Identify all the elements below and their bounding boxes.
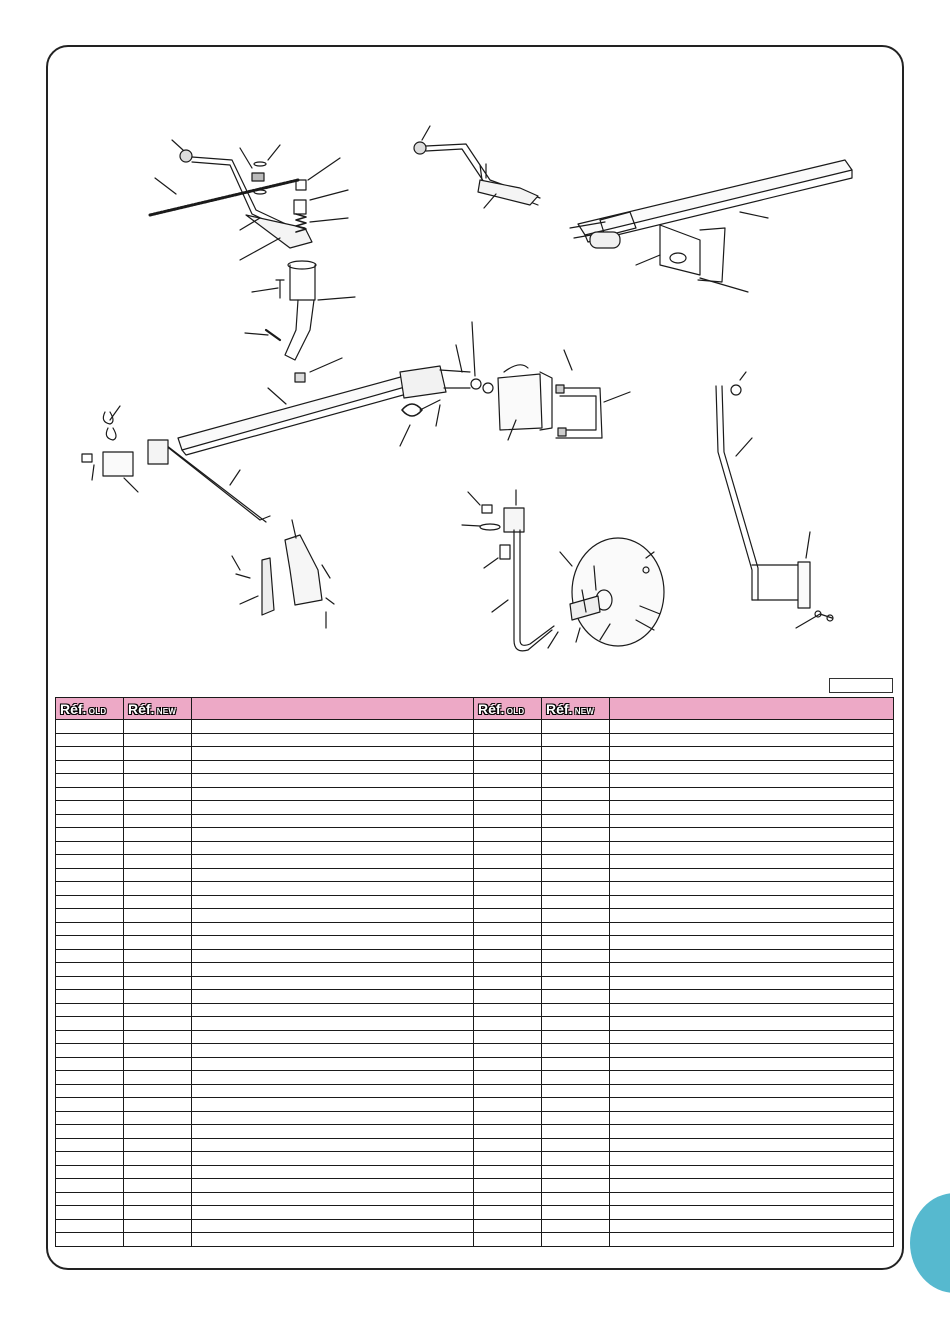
table-cell [474,1179,542,1193]
table-cell [124,1125,192,1139]
table-cell [56,949,124,963]
table-row [56,1057,894,1071]
table-cell [542,1071,610,1085]
table-row [56,1179,894,1193]
table-cell [192,963,474,977]
table-row [56,720,894,734]
table-row [56,1111,894,1125]
table-cell [192,1084,474,1098]
table-cell [542,936,610,950]
table-cell [542,760,610,774]
table-cell [474,990,542,1004]
table-cell [124,949,192,963]
table-row [56,1138,894,1152]
table-cell [192,909,474,923]
table-cell [56,1030,124,1044]
ball-knob-part-2 [414,142,426,154]
table-cell [542,747,610,761]
table-cell [124,1138,192,1152]
table-cell [56,1098,124,1112]
table-cell [192,990,474,1004]
table-cell [192,1071,474,1085]
table-cell [474,1084,542,1098]
table-cell [56,1179,124,1193]
table-cell [474,1098,542,1112]
table-cell [610,747,894,761]
table-cell [56,733,124,747]
table-cell [610,1030,894,1044]
table-row [56,963,894,977]
table-cell [610,1233,894,1247]
table-cell [56,1152,124,1166]
table-cell [56,1084,124,1098]
table-cell [542,814,610,828]
table-cell [542,963,610,977]
table-cell [192,1125,474,1139]
table-cell [610,1003,894,1017]
table-cell [56,747,124,761]
table-cell [56,990,124,1004]
table-cell [192,814,474,828]
table-cell [56,855,124,869]
table-cell [56,882,124,896]
table-cell [192,1219,474,1233]
table-cell [542,976,610,990]
table-cell [474,868,542,882]
table-cell [542,774,610,788]
table-cell [56,1233,124,1247]
table-cell [56,787,124,801]
table-cell [192,949,474,963]
table-cell [542,895,610,909]
table-cell [542,922,610,936]
table-cell [542,801,610,815]
table-row [56,1084,894,1098]
table-cell [542,1219,610,1233]
table-row [56,1219,894,1233]
table-cell [56,760,124,774]
table-cell [124,760,192,774]
table-cell [542,1084,610,1098]
table-cell [542,1057,610,1071]
table-row [56,1030,894,1044]
table-cell [542,949,610,963]
table-cell [124,868,192,882]
table-cell [124,1003,192,1017]
table-cell [192,868,474,882]
table-cell [124,1030,192,1044]
table-cell [474,895,542,909]
table-cell [192,1044,474,1058]
table-cell [192,1206,474,1220]
table-cell [542,990,610,1004]
u-bolt-clamp-assembly [498,350,630,440]
table-cell [474,1219,542,1233]
table-cell [542,1098,610,1112]
table-cell [56,963,124,977]
table-cell [542,828,610,842]
header-ref-new-right: Réf. NEW [542,698,610,720]
table-row [56,1017,894,1031]
table-header-row [56,698,894,720]
table-cell [610,1057,894,1071]
table-cell [610,990,894,1004]
table-cell [124,855,192,869]
table-cell [474,774,542,788]
table-cell [542,1233,610,1247]
table-cell [474,922,542,936]
table-cell [610,1179,894,1193]
table-cell [124,1206,192,1220]
table-cell [610,1111,894,1125]
table-cell [610,760,894,774]
table-row [56,976,894,990]
table-cell [192,841,474,855]
table-cell [124,1165,192,1179]
table-cell [192,1192,474,1206]
table-row [56,841,894,855]
table-cell [124,1219,192,1233]
table-cell [610,909,894,923]
table-cell [474,760,542,774]
header-ref-old-left: Réf. OLD [56,698,124,720]
table-cell [610,720,894,734]
table-cell [474,841,542,855]
table-cell [474,828,542,842]
table-row [56,1098,894,1112]
table-cell [56,1219,124,1233]
table-cell [56,1138,124,1152]
table-cell [56,828,124,842]
table-cell [610,828,894,842]
table-cell [192,720,474,734]
table-cell [56,774,124,788]
table-cell [474,720,542,734]
table-cell [124,828,192,842]
reference-box [829,678,893,693]
table-row [56,936,894,950]
table-cell [192,1165,474,1179]
table-cell [192,1030,474,1044]
table-cell [610,787,894,801]
table-row [56,1071,894,1085]
table-cell [56,922,124,936]
table-cell [124,814,192,828]
table-cell [124,1044,192,1058]
table-cell [192,1098,474,1112]
table-cell [610,936,894,950]
table-cell [192,922,474,936]
table-cell [124,882,192,896]
table-row [56,787,894,801]
table-cell [56,801,124,815]
table-cell [474,1152,542,1166]
table-cell [56,909,124,923]
table-row [56,1192,894,1206]
table-cell [56,895,124,909]
table-cell [124,909,192,923]
table-cell [610,733,894,747]
table-cell [124,1111,192,1125]
table-row [56,1165,894,1179]
table-cell [56,1003,124,1017]
table-cell [542,1044,610,1058]
table-row [56,774,894,788]
table-cell [192,828,474,842]
table-cell [124,747,192,761]
table-cell [124,1152,192,1166]
table-row [56,949,894,963]
table-row [56,909,894,923]
table-cell [192,855,474,869]
table-cell [610,855,894,869]
header-description-left [192,698,474,720]
table-row [56,895,894,909]
table-cell [124,1071,192,1085]
table-cell [474,1233,542,1247]
table-cell [610,814,894,828]
table-row [56,1003,894,1017]
table-row [56,922,894,936]
table-row [56,882,894,896]
table-cell [124,774,192,788]
table-cell [610,922,894,936]
table-cell [124,976,192,990]
table-cell [124,990,192,1004]
table-cell [124,1057,192,1071]
table-cell [124,1017,192,1031]
table-cell [56,868,124,882]
table-cell [610,774,894,788]
table-cell [192,787,474,801]
main-tube-beam [178,322,493,455]
table-cell [474,1071,542,1085]
table-cell [474,1111,542,1125]
table-cell [124,1098,192,1112]
table-cell [56,1017,124,1031]
header-ref-new-left: Réf. NEW [124,698,192,720]
table-cell [56,1071,124,1085]
table-row [56,1125,894,1139]
table-cell [56,1165,124,1179]
table-cell [542,1017,610,1031]
table-cell [542,1125,610,1139]
table-cell [542,787,610,801]
table-row [56,1233,894,1247]
table-cell [56,720,124,734]
table-cell [542,1192,610,1206]
table-cell [192,1057,474,1071]
table-cell [192,733,474,747]
disc-wheel-assembly [462,490,664,651]
table-cell [474,1044,542,1058]
parts-table [55,697,894,1247]
table-cell [192,882,474,896]
table-cell [542,855,610,869]
table-cell [610,1071,894,1085]
table-cell [474,1206,542,1220]
table-cell [124,801,192,815]
table-cell [56,1192,124,1206]
table-row [56,747,894,761]
table-cell [542,882,610,896]
table-cell [610,1152,894,1166]
table-cell [124,936,192,950]
table-cell [124,720,192,734]
page-tab [910,1193,950,1293]
table-cell [474,801,542,815]
table-cell [192,760,474,774]
table-cell [192,1111,474,1125]
table-cell [56,1111,124,1125]
table-cell [124,922,192,936]
table-cell [474,1003,542,1017]
table-cell [474,963,542,977]
table-cell [542,868,610,882]
table-cell [474,936,542,950]
table-cell [542,1206,610,1220]
table-cell [610,1206,894,1220]
table-row [56,801,894,815]
table-row [56,868,894,882]
table-cell [610,963,894,977]
control-lever-assembly [414,126,540,208]
table-cell [542,1003,610,1017]
table-cell [610,1084,894,1098]
table-cell [192,747,474,761]
table-cell [610,868,894,882]
table-row [56,855,894,869]
square-beam-assembly [570,160,852,292]
ball-knob-part [180,150,192,162]
table-cell [192,801,474,815]
table-row [56,814,894,828]
table-cell [542,1138,610,1152]
table-cell [542,720,610,734]
table-cell [474,1138,542,1152]
table-cell [474,1017,542,1031]
table-cell [56,976,124,990]
table-cell [192,976,474,990]
table-cell [610,882,894,896]
table-cell [124,1192,192,1206]
table-cell [542,1152,610,1166]
table-cell [124,841,192,855]
table-cell [542,1165,610,1179]
table-cell [610,1044,894,1058]
table-row [56,990,894,1004]
shift-lever-assembly [150,140,355,382]
table-cell [124,895,192,909]
table-cell [474,1125,542,1139]
table-cell [542,1179,610,1193]
table-cell [474,909,542,923]
table-cell [124,1084,192,1098]
table-cell [610,841,894,855]
table-cell [474,1057,542,1071]
table-cell [124,787,192,801]
table-cell [56,1206,124,1220]
table-cell [56,936,124,950]
table-cell [192,1179,474,1193]
table-cell [474,1030,542,1044]
table-cell [192,1152,474,1166]
table-cell [610,1192,894,1206]
table-cell [124,1233,192,1247]
table-cell [56,1125,124,1139]
table-cell [124,733,192,747]
table-cell [610,1017,894,1031]
table-cell [610,1125,894,1139]
table-cell [192,1017,474,1031]
table-cell [474,949,542,963]
table-cell [124,1179,192,1193]
table-row [56,1044,894,1058]
table-cell [192,774,474,788]
table-cell [474,733,542,747]
table-cell [474,1192,542,1206]
table-cell [474,855,542,869]
table-cell [474,787,542,801]
table-cell [610,801,894,815]
table-cell [124,963,192,977]
header-ref-old-right: Réf. OLD [474,698,542,720]
table-cell [610,976,894,990]
table-row [56,828,894,842]
table-cell [610,1165,894,1179]
table-cell [192,1138,474,1152]
table-cell [542,733,610,747]
table-cell [610,1098,894,1112]
table-cell [56,1044,124,1058]
parts-table-body [56,720,894,1247]
table-cell [192,1233,474,1247]
table-row [56,1206,894,1220]
table-cell [542,909,610,923]
table-cell [474,976,542,990]
table-cell [56,841,124,855]
table-cell [542,1111,610,1125]
upright-rod-frame [716,372,833,628]
table-row [56,760,894,774]
header-description-right [610,698,894,720]
table-row [56,733,894,747]
table-cell [610,1219,894,1233]
table-cell [192,1003,474,1017]
table-cell [474,1165,542,1179]
table-row [56,1152,894,1166]
table-cell [474,882,542,896]
table-cell [610,895,894,909]
table-cell [474,814,542,828]
table-cell [192,936,474,950]
table-cell [542,1030,610,1044]
table-cell [474,747,542,761]
table-cell [56,1057,124,1071]
table-cell [610,949,894,963]
table-cell [56,814,124,828]
table-cell [610,1138,894,1152]
table-cell [192,895,474,909]
table-cell [542,841,610,855]
